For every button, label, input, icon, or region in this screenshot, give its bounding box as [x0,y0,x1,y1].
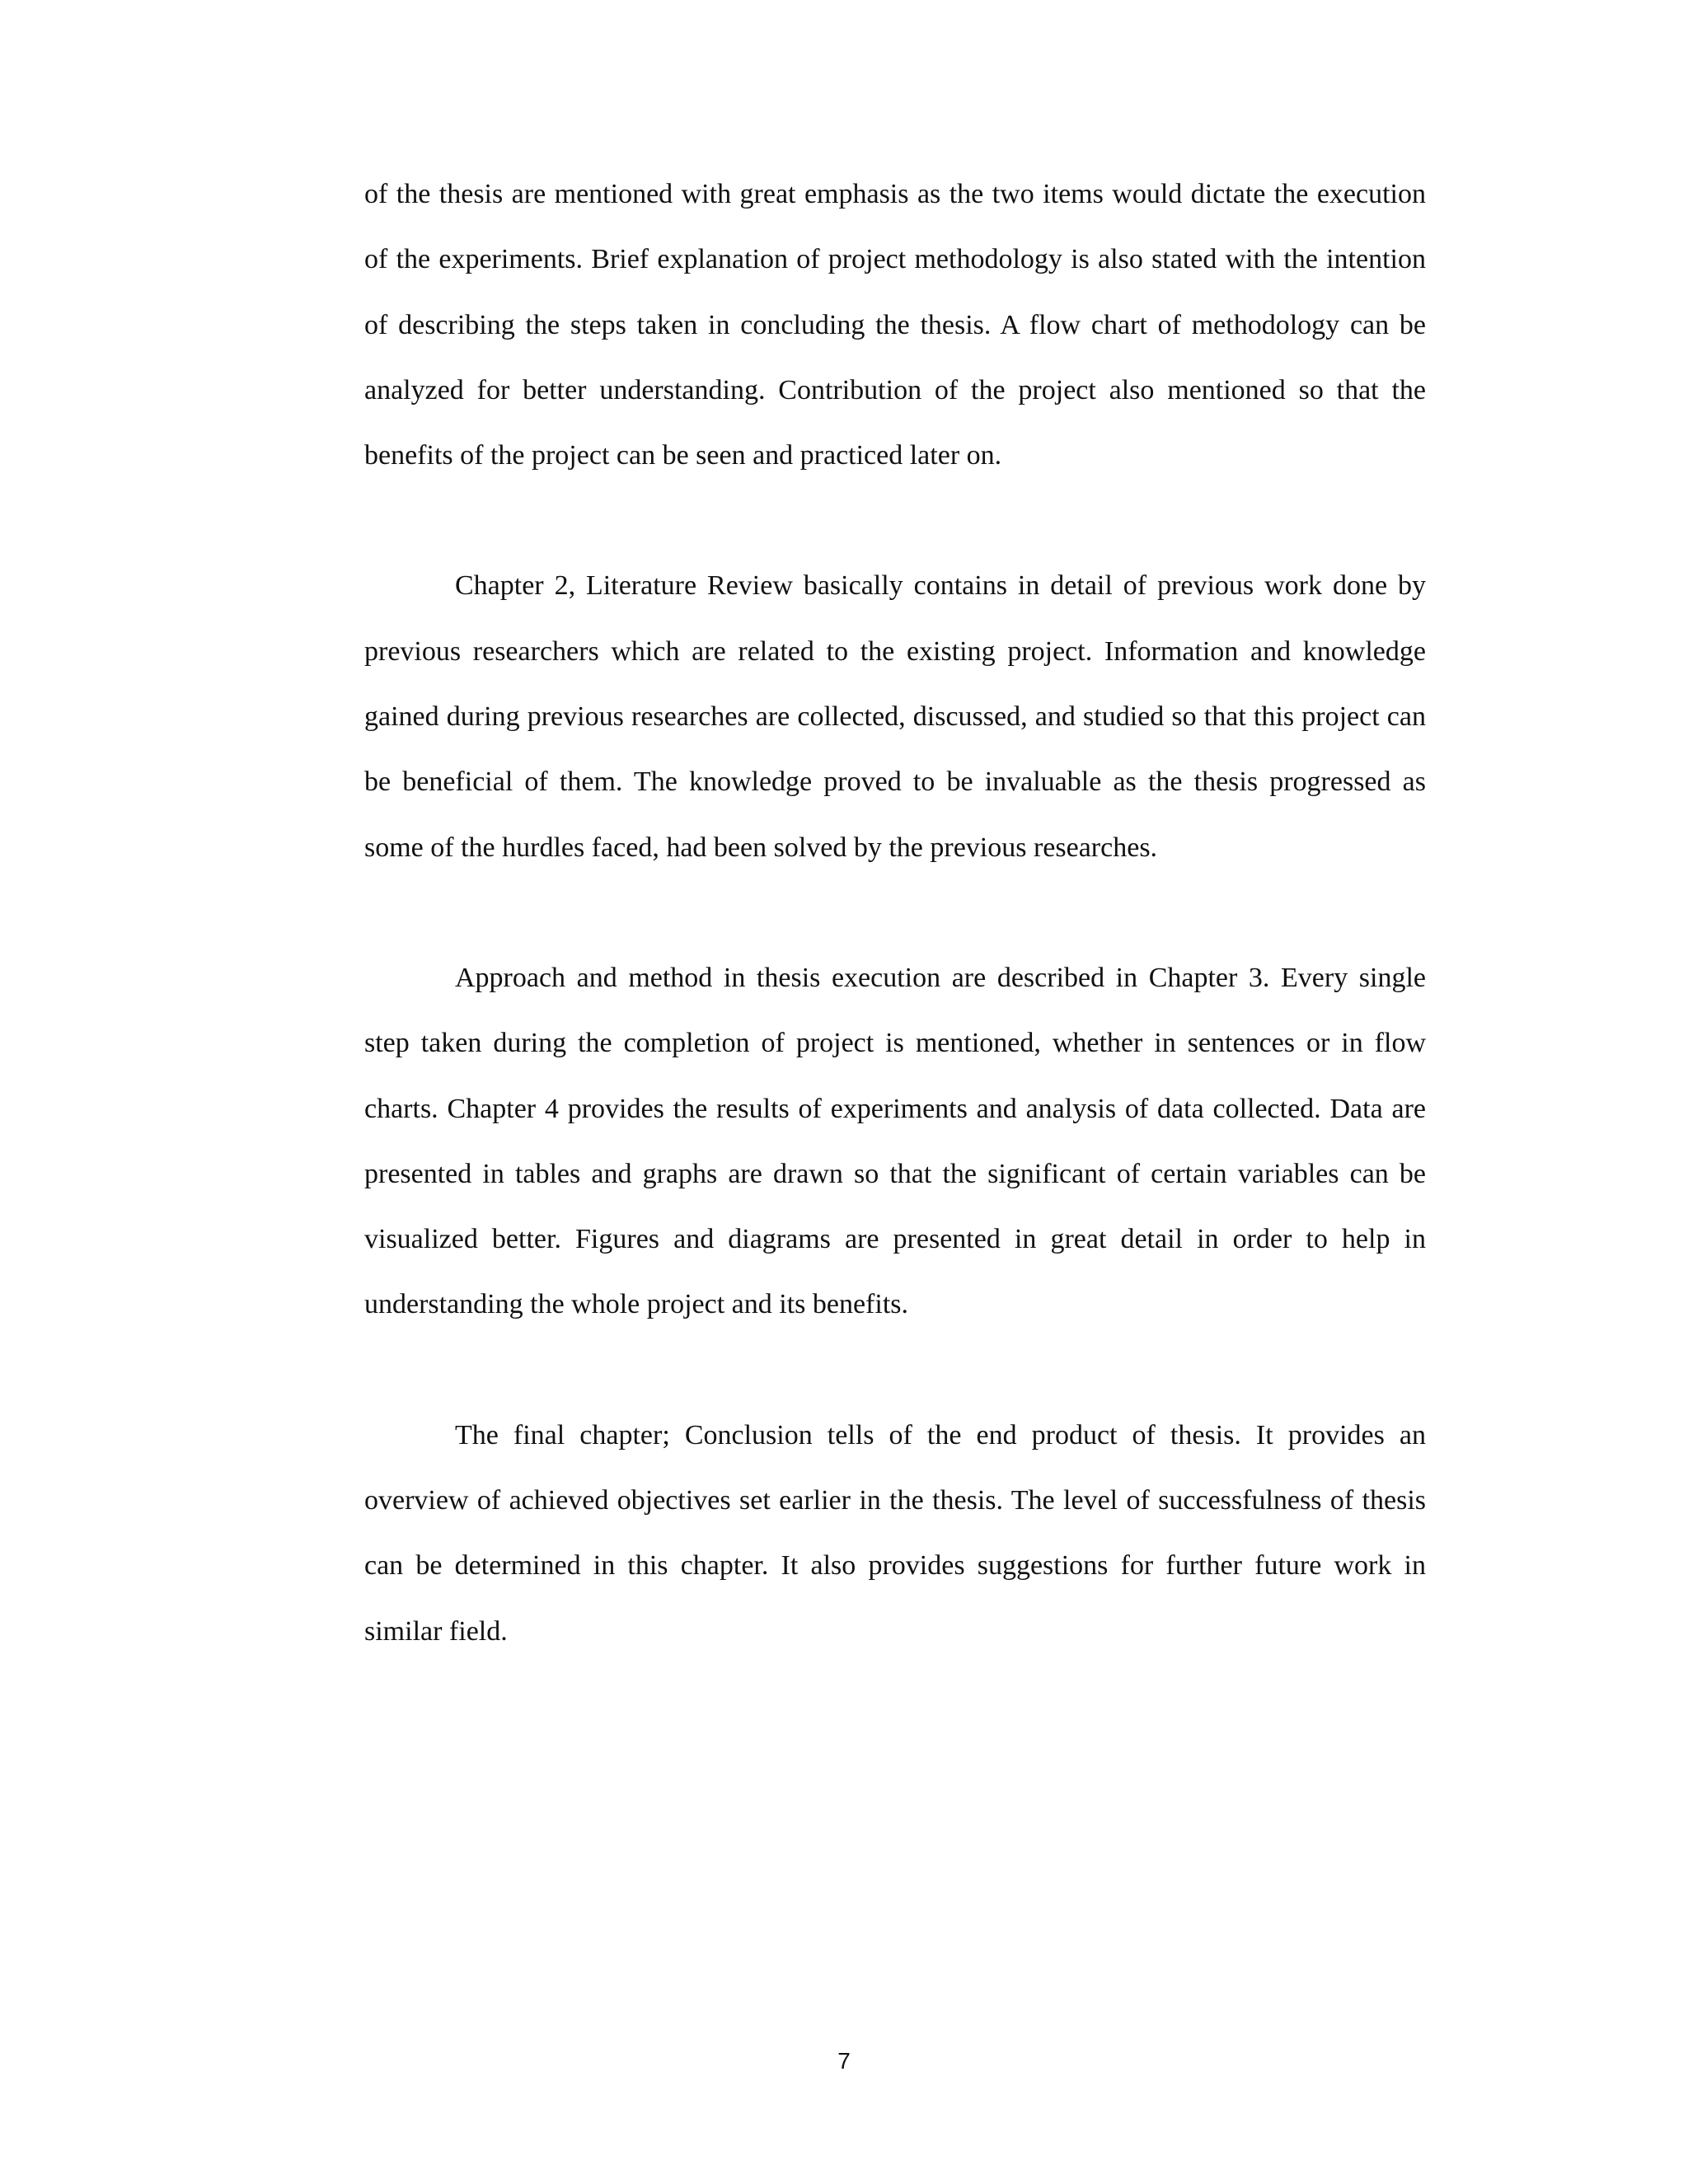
paragraph-methodology: Approach and method in thesis execution are described in Chapter 3. Every single step taken during the completion of project is mentioned, whether in sentences or in flow charts. Chapter 4 provides the results of experiments and analysis of data collected. Data are presented in tables and graphs are drawn so that the significant of certain variables can be visualized better. Figures and diagrams are presented in great detail in order to help in understanding the whole project and its benefits. [364,962,1426,1320]
paragraph-continuation: of the thesis are mentioned with great emphasis as the two items would dictate the execution of the experiments. Brief explanation of project methodology is also stated with the intention of describing the steps taken in concluding the thesis. A flow chart of methodology can be analyzed for better understanding. Contribution of the project also mentioned so that the benefits of the project can be seen and practiced later on. [364,179,1426,471]
paragraph-conclusion: The final chapter; Conclusion tells of the end product of thesis. It provides an overview of achieved objectives set earlier in the thesis. The level of successfulness of thesis can be determined in this chapter. It also provides suggestions for further future work in similar field. [364,1419,1426,1647]
page-number: 7 [837,2048,851,2074]
paragraph-literature-review: Chapter 2, Literature Review basically contains in detail of previous work done by previous researchers which are related to the existing project. Information and knowledge gained during previous researches are collected, discussed, and studied so that this project can be beneficial of them. The knowledge proved to be invaluable as the thesis progressed as some of the hurdles faced, had been solved by the previous researches. [364,570,1426,863]
body-text [364,162,1426,1729]
